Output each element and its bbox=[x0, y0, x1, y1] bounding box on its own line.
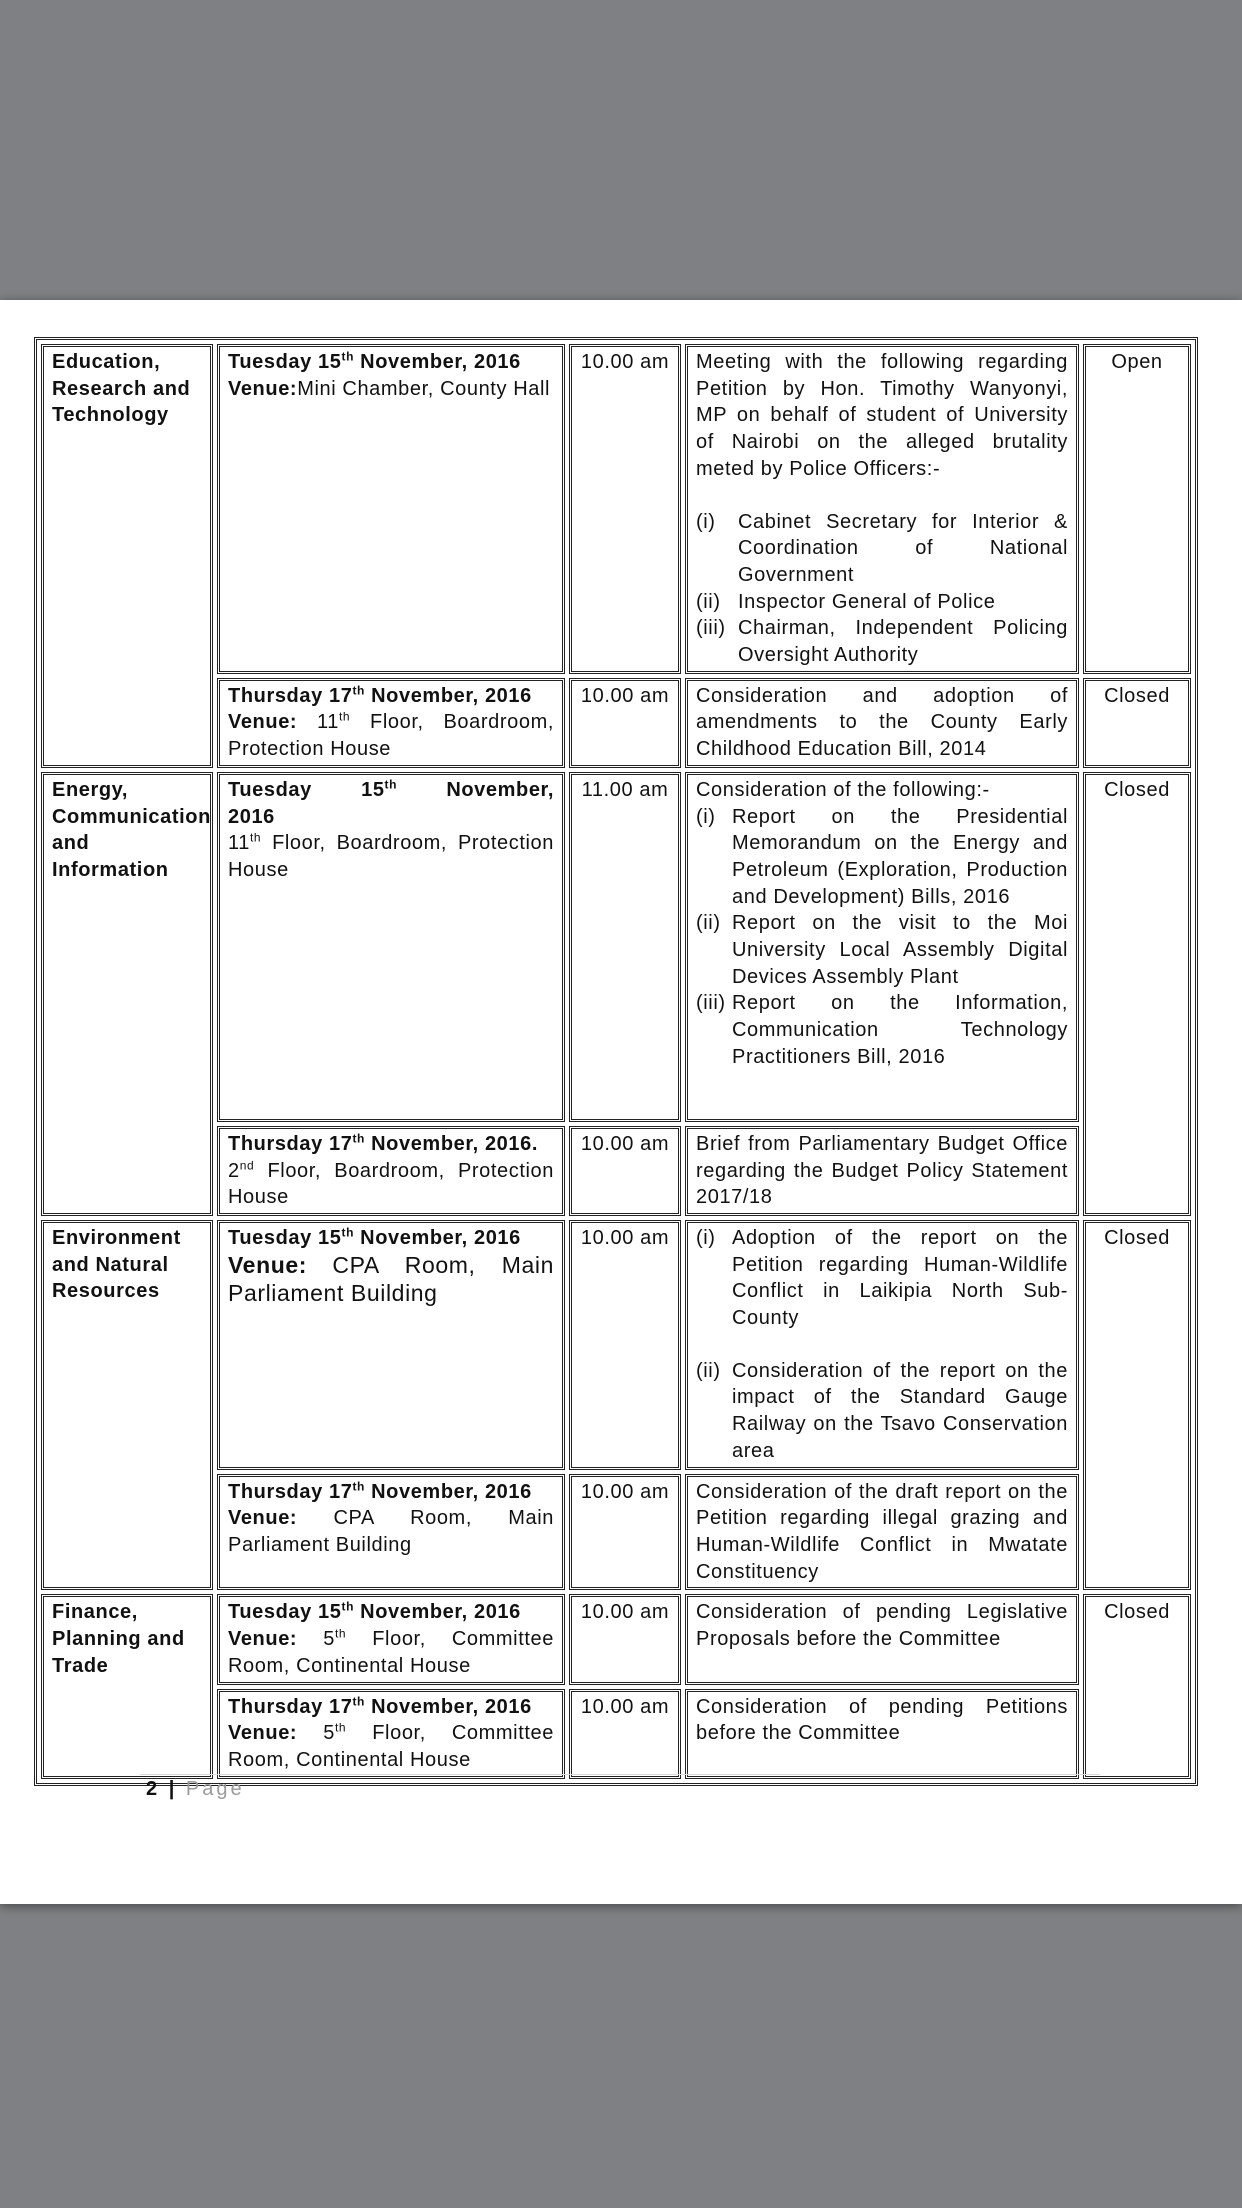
table-row bbox=[41, 344, 1191, 674]
footer-divider bbox=[140, 1774, 1100, 1775]
list-item: (ii) Inspector General of Police bbox=[696, 590, 996, 613]
list-item: (i) Adoption of the report on the Petition regarding Human-Wildlife Conflict in Laikipia North Sub-County bbox=[696, 1226, 1068, 1330]
meeting-time: 10.00 am bbox=[569, 1126, 681, 1216]
venue-text: 11th Floor, Boardroom, Protection House bbox=[228, 830, 554, 881]
meeting-time: 10.00 am bbox=[569, 1220, 681, 1470]
agenda-cell bbox=[685, 772, 1079, 1122]
list-item: (ii) Consideration of the report on the impact of the Standard Gauge Railway on the Tsavo Conservation area bbox=[696, 1359, 1068, 1462]
status-cell: Open bbox=[1083, 344, 1191, 674]
agenda-cell: Consideration and adoption of amendments to the County Early Childhood Education Bill, 2014 bbox=[685, 678, 1079, 768]
footer-separator: | bbox=[168, 1778, 178, 1800]
venue-label: Venue: bbox=[228, 377, 298, 400]
venue-text: Mini Chamber, County Hall bbox=[297, 377, 551, 400]
meeting-date: Tuesday 15th November, 2016 bbox=[228, 1599, 521, 1624]
status-cell: Closed bbox=[1083, 678, 1191, 768]
venue-label: Venue: bbox=[228, 1722, 298, 1745]
meeting-date: Thursday 17th November, 2016. bbox=[228, 1131, 538, 1155]
table-row bbox=[41, 1474, 1191, 1591]
meeting-time: 10.00 am bbox=[569, 344, 681, 674]
list-item: (i) Report on the Presidential Memorandum on the Energy and Petroleum (Exploration, Production and Development) Bills, 2016 bbox=[696, 805, 1068, 908]
meeting-date: Tuesday 15th November, 2016 bbox=[228, 777, 554, 828]
list-item: (i) Cabinet Secretary for Interior & Coordination of National Government bbox=[696, 510, 1068, 586]
page-word: Page bbox=[185, 1778, 245, 1800]
committee-name: Environment and Natural Resources bbox=[41, 1220, 213, 1590]
venue-text: 2nd Floor, Boardroom, Protection House bbox=[228, 1157, 554, 1209]
venue-text: 5th Floor, Committee Room, Continental House bbox=[228, 1720, 554, 1771]
page-number: 2 bbox=[146, 1778, 161, 1800]
list-item: (ii) Report on the visit to the Moi University Local Assembly Digital Devices Assembly Plant bbox=[696, 912, 1068, 988]
venue-label: Venue: bbox=[228, 1628, 298, 1651]
table-row bbox=[41, 1594, 1191, 1684]
status-cell: Closed bbox=[1083, 1220, 1191, 1590]
meeting-date: Thursday 17th November, 2016 bbox=[228, 683, 532, 707]
committee-name: Energy, Communication and Information bbox=[41, 772, 213, 1216]
table-row bbox=[41, 1220, 1191, 1470]
meeting-time: 11.00 am bbox=[569, 772, 681, 1122]
agenda-cell: Consideration of pending Petitions before the Committee bbox=[685, 1689, 1079, 1779]
committee-name: Education, Research and Technology bbox=[41, 344, 213, 768]
venue-text: 11th Floor, Boardroom, Protection House bbox=[228, 709, 554, 761]
status-cell: Closed bbox=[1083, 1594, 1191, 1778]
meeting-date: Tuesday 15th November, 2016 bbox=[228, 1225, 521, 1249]
meeting-time: 10.00 am bbox=[569, 1474, 681, 1591]
status-cell: Closed bbox=[1083, 772, 1191, 1216]
list-item: (iii) Report on the Information, Communication Technology Practitioners Bill, 2016 bbox=[696, 992, 1068, 1068]
date-venue-cell bbox=[217, 1126, 565, 1216]
venue-text: 5th Floor, Committee Room, Continental House bbox=[228, 1626, 554, 1677]
venue-label: Venue: bbox=[228, 1251, 308, 1278]
agenda-cell: Brief from Parliamentary Budget Office regarding the Budget Policy Statement 2017/18 bbox=[685, 1126, 1079, 1216]
meeting-date: Thursday 17th November, 2016 bbox=[228, 1478, 532, 1503]
list-item: (iii) Chairman, Independent Policing Oversight Authority bbox=[696, 617, 1068, 667]
meeting-time: 10.00 am bbox=[569, 1689, 681, 1779]
date-venue-cell bbox=[217, 1689, 565, 1779]
date-venue-cell bbox=[217, 1594, 565, 1684]
agenda-intro: Consideration of the following:- bbox=[696, 778, 990, 801]
date-venue-cell bbox=[217, 772, 565, 1122]
venue-text: CPA Room, Main Parliament Building bbox=[228, 1251, 554, 1307]
table-row bbox=[41, 772, 1191, 1122]
date-venue-cell bbox=[217, 1220, 565, 1470]
date-venue-cell bbox=[217, 1474, 565, 1591]
meeting-time: 10.00 am bbox=[569, 1594, 681, 1684]
venue-text: CPA Room, Main Parliament Building bbox=[228, 1507, 554, 1556]
committee-name: Finance, Planning and Trade bbox=[41, 1594, 213, 1778]
agenda-cell bbox=[685, 344, 1079, 674]
agenda-cell: Consideration of pending Legislative Proposals before the Committee bbox=[685, 1594, 1079, 1684]
date-venue-cell bbox=[217, 678, 565, 768]
date-venue-cell bbox=[217, 344, 565, 674]
table-row bbox=[41, 678, 1191, 768]
table-row bbox=[41, 1689, 1191, 1779]
agenda-intro: Meeting with the following regarding Petition by Hon. Timothy Wanyonyi, MP on behalf of student of University of Nairobi on the alleged brutality meted by Police Officers:- bbox=[696, 351, 1068, 480]
meeting-date: Thursday 17th November, 2016 bbox=[228, 1693, 532, 1718]
document-page bbox=[0, 300, 1242, 1904]
page-footer bbox=[146, 1778, 245, 1801]
agenda-cell: Consideration of the draft report on the Petition regarding illegal grazing and Human-Wildlife Conflict in Mwatate Constituency bbox=[685, 1474, 1079, 1591]
venue-label: Venue: bbox=[228, 1507, 298, 1530]
venue-label: Venue: bbox=[228, 711, 298, 734]
committee-schedule-table bbox=[34, 337, 1198, 1786]
agenda-cell bbox=[685, 1220, 1079, 1470]
meeting-time: 10.00 am bbox=[569, 678, 681, 768]
table-row bbox=[41, 1126, 1191, 1216]
meeting-date: Tuesday 15th November, 2016 bbox=[228, 349, 521, 373]
